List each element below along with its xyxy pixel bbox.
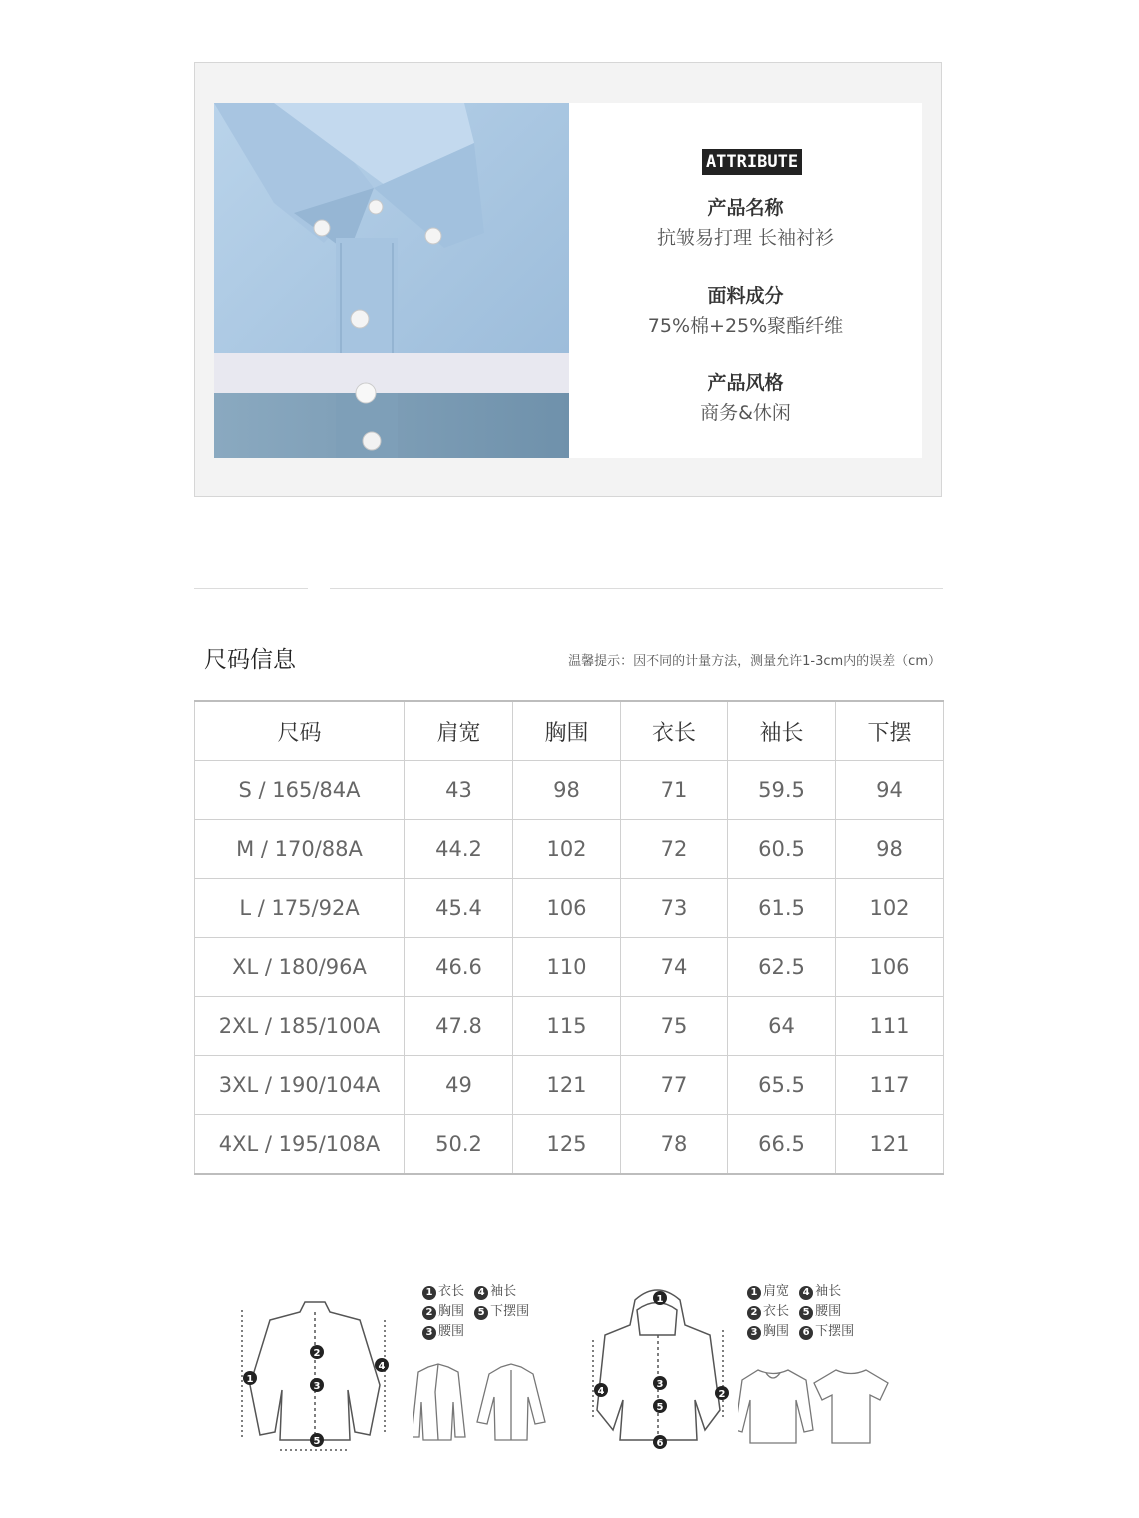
marker-5 xyxy=(653,1399,667,1413)
table-row xyxy=(195,1115,944,1175)
svg-text:5: 5 xyxy=(313,1436,321,1447)
table-cell: 74 xyxy=(621,938,728,997)
svg-text:1: 1 xyxy=(656,1294,664,1305)
table-cell: 60.5 xyxy=(728,820,836,879)
header-length: 衣长 xyxy=(621,701,728,761)
marker-4 xyxy=(594,1383,608,1397)
table-cell: XL / 180/96A xyxy=(195,938,405,997)
table-cell: 98 xyxy=(513,761,621,820)
table-cell: 59.5 xyxy=(728,761,836,820)
svg-text:4: 4 xyxy=(378,1361,386,1372)
table-cell: L / 175/92A xyxy=(195,879,405,938)
table-cell: M / 170/88A xyxy=(195,820,405,879)
size-table xyxy=(194,700,944,1175)
marker-5 xyxy=(310,1433,324,1447)
header-size: 尺码 xyxy=(195,701,405,761)
table-cell: 102 xyxy=(513,820,621,879)
table-cell: S / 165/84A xyxy=(195,761,405,820)
table-row xyxy=(195,938,944,997)
size-table-header-row xyxy=(195,701,944,761)
product-name-label: 产品名称 xyxy=(707,197,784,219)
legend-item: 2 衣长 xyxy=(747,1302,789,1322)
table-cell: 66.5 xyxy=(728,1115,836,1175)
header-sleeve: 袖长 xyxy=(728,701,836,761)
left-legend xyxy=(422,1282,562,1342)
table-row xyxy=(195,820,944,879)
table-row xyxy=(195,1056,944,1115)
marker-2 xyxy=(715,1386,729,1400)
table-cell: 65.5 xyxy=(728,1056,836,1115)
table-cell: 72 xyxy=(621,820,728,879)
legend-item: 4 袖长 xyxy=(474,1282,516,1302)
size-info-note: 温馨提示：因不同的计量方法，测量允许1-3cm内的误差（cm） xyxy=(568,654,941,669)
fabric-value: 75%棉+25%聚酯纤维 xyxy=(647,315,844,337)
svg-text:2: 2 xyxy=(718,1389,726,1400)
table-row xyxy=(195,879,944,938)
table-cell: 64 xyxy=(728,997,836,1056)
section-divider-left xyxy=(194,588,308,589)
legend-item: 2 胸围 xyxy=(422,1302,464,1322)
attribute-panel xyxy=(194,62,942,497)
header-hem: 下摆 xyxy=(836,701,944,761)
blazer-and-shirt-icons xyxy=(413,1362,558,1442)
table-cell: 45.4 xyxy=(405,879,513,938)
table-cell: 71 xyxy=(621,761,728,820)
legend-item: 4 袖长 xyxy=(799,1282,841,1302)
shirt-product-photo xyxy=(214,103,569,458)
table-cell: 111 xyxy=(836,997,944,1056)
table-cell: 46.6 xyxy=(405,938,513,997)
attribute-card xyxy=(214,103,922,458)
svg-text:6: 6 xyxy=(656,1438,664,1449)
legend-item: 6 下摆围 xyxy=(799,1322,854,1342)
table-cell: 50.2 xyxy=(405,1115,513,1175)
table-row xyxy=(195,761,944,820)
marker-3 xyxy=(653,1376,667,1390)
table-cell: 94 xyxy=(836,761,944,820)
hoodie-measurement-icon xyxy=(585,1280,730,1460)
table-cell: 106 xyxy=(513,879,621,938)
table-cell: 73 xyxy=(621,879,728,938)
table-cell: 75 xyxy=(621,997,728,1056)
svg-text:5: 5 xyxy=(656,1402,664,1413)
marker-3 xyxy=(310,1378,324,1392)
table-cell: 61.5 xyxy=(728,879,836,938)
jacket-measurement-icon xyxy=(230,1290,400,1460)
legend-item: 3 胸围 xyxy=(747,1322,789,1342)
folded-shirts-image xyxy=(214,103,569,458)
size-info-title: 尺码信息 xyxy=(204,647,296,673)
marker-4 xyxy=(375,1358,389,1372)
attribute-badge: ATTRIBUTE xyxy=(702,149,802,175)
attribute-info xyxy=(569,103,922,458)
legend-item: 5 腰围 xyxy=(799,1302,841,1322)
table-cell: 77 xyxy=(621,1056,728,1115)
table-cell: 4XL / 195/108A xyxy=(195,1115,405,1175)
table-cell: 98 xyxy=(836,820,944,879)
style-label: 产品风格 xyxy=(707,372,784,394)
svg-text:2: 2 xyxy=(313,1348,321,1359)
table-cell: 44.2 xyxy=(405,820,513,879)
marker-6 xyxy=(653,1435,667,1449)
header-chest: 胸围 xyxy=(513,701,621,761)
table-cell: 2XL / 185/100A xyxy=(195,997,405,1056)
marker-2 xyxy=(310,1345,324,1359)
legend-item: 1 衣长 xyxy=(422,1282,464,1302)
product-name-value: 抗皱易打理 长袖衬衫 xyxy=(656,227,835,249)
tshirt-icons xyxy=(738,1365,893,1445)
svg-text:4: 4 xyxy=(597,1386,605,1397)
table-cell: 121 xyxy=(836,1115,944,1175)
table-cell: 115 xyxy=(513,997,621,1056)
table-cell: 106 xyxy=(836,938,944,997)
svg-text:3: 3 xyxy=(313,1381,321,1392)
measurement-diagrams xyxy=(230,1280,910,1460)
legend-item: 5 下摆围 xyxy=(474,1302,529,1322)
header-shoulder: 肩宽 xyxy=(405,701,513,761)
table-row xyxy=(195,997,944,1056)
style-value: 商务&休闲 xyxy=(700,402,791,424)
table-cell: 78 xyxy=(621,1115,728,1175)
svg-text:3: 3 xyxy=(656,1379,664,1390)
table-cell: 125 xyxy=(513,1115,621,1175)
marker-1 xyxy=(653,1291,667,1305)
legend-item: 1 肩宽 xyxy=(747,1282,789,1302)
table-cell: 121 xyxy=(513,1056,621,1115)
table-cell: 117 xyxy=(836,1056,944,1115)
section-divider-right xyxy=(330,588,943,589)
legend-item: 3 腰围 xyxy=(422,1322,464,1342)
table-cell: 43 xyxy=(405,761,513,820)
svg-text:1: 1 xyxy=(246,1374,254,1385)
table-cell: 102 xyxy=(836,879,944,938)
table-cell: 3XL / 190/104A xyxy=(195,1056,405,1115)
fabric-label: 面料成分 xyxy=(707,285,784,307)
marker-1 xyxy=(243,1371,257,1385)
table-cell: 62.5 xyxy=(728,938,836,997)
table-cell: 110 xyxy=(513,938,621,997)
table-cell: 47.8 xyxy=(405,997,513,1056)
right-legend xyxy=(747,1282,887,1342)
table-cell: 49 xyxy=(405,1056,513,1115)
